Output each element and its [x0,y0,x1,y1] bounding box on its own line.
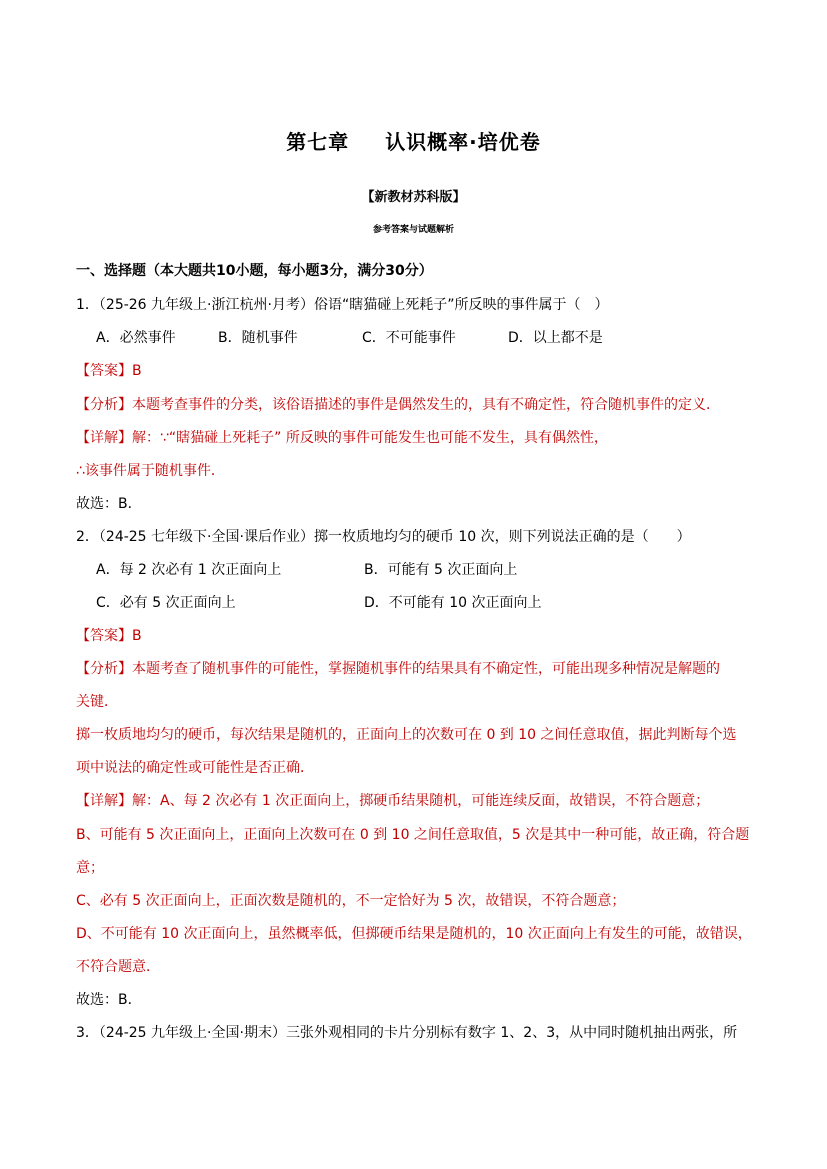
chapter-name: 认识概率·培优卷 [385,130,541,154]
question-3-stem: 3．（24-25 九年级上·全国·期末）三张外观相同的卡片分别标有数字 1、2、3，从中同时随机抽出两张，所 [76,1025,738,1041]
question-1-stem: 1．（25-26 九年级上·浙江杭州·月考）俗语“瞎猫碰上死耗子”所反映的事件属于（ ） [76,297,609,313]
q2-detail-line-5: D、不可能有 10 次正面向上，虽然概率低，但掷硬币结果是随机的，10 次正面向上有发生的可能，故错误， [76,926,752,942]
q2-answer: 【答案】B [76,628,142,644]
q2-analysis-line-2: 关键． [76,694,118,710]
q1-option-c: C．不可能事件 [362,330,456,346]
q2-analysis-line-1: 【分析】本题考查了随机事件的可能性，掌握随机事件的结果具有不确定性，可能出现多种情况是解题的 [76,661,720,677]
q2-option-c: C．必有 5 次正面向上 [96,595,236,611]
q2-detail-line-4: C、必有 5 次正面向上，正面次数是随机的，不一定恰好为 5 次，故错误，不符合题意； [76,893,626,909]
page-title [0,126,827,155]
q2-detail-line-6: 不符合题意． [76,959,160,975]
q1-detail-line-2: ∴该事件属于随机事件． [76,463,225,479]
q2-option-b: B．可能有 5 次正面向上 [364,562,518,578]
chapter-label: 第七章 [286,130,350,154]
edition-label: 【新教材苏科版】 [361,190,466,205]
q1-option-a: A．必然事件 [96,330,176,346]
question-2-stem: 2．（24-25 七年级下·全国·课后作业）掷一枚质地均匀的硬币 10 次，则下列说法正确的是（ ） [76,529,691,545]
q1-choose: 故选：B． [76,496,142,512]
q2-detail-line-3: 意； [76,860,104,876]
q1-option-b: B．随机事件 [218,330,298,346]
q2-analysis-line-4: 项中说法的确定性或可能性是否正确． [76,760,314,776]
answer-subtitle: 参考答案与试题解析 [372,225,454,235]
q1-option-d: D．以上都不是 [508,330,603,346]
q2-choose: 故选：B． [76,992,142,1008]
q2-option-d: D．不可能有 10 次正面向上 [364,595,542,611]
q1-answer: 【答案】B [76,363,142,379]
q2-detail-line-2: B、可能有 5 次正面向上，正面向上次数可在 0 到 10 之间任意取值，5 次是其中一种可能，故正确，符合题 [76,827,750,843]
question-2-options-row-1 [96,561,696,579]
q1-analysis: 【分析】本题考查事件的分类，该俗语描述的事件是偶然发生的，具有不确定性，符合随机事件的定义． [76,397,720,413]
q1-detail-line-1: 【详解】解：∵“瞎猫碰上死耗子” 所反映的事件可能发生也可能不发生，具有偶然性， [76,430,608,446]
q2-detail-line-1: 【详解】解：A、每 2 次必有 1 次正面向上，掷硬币结果随机，可能连续反面，故错误，不符合题意； [76,793,710,809]
question-1-options [96,329,736,347]
q2-analysis-line-3: 掷一枚质地均匀的硬币，每次结果是随机的，正面向上的次数可在 0 到 10 之间任意取值，据此判断每个选 [76,727,737,743]
question-2-options-row-2 [96,594,696,612]
q2-option-a: A．每 2 次必有 1 次正面向上 [96,562,282,578]
section-heading: 一、选择题（本大题共10小题，每小题3分，满分30分） [76,263,433,279]
